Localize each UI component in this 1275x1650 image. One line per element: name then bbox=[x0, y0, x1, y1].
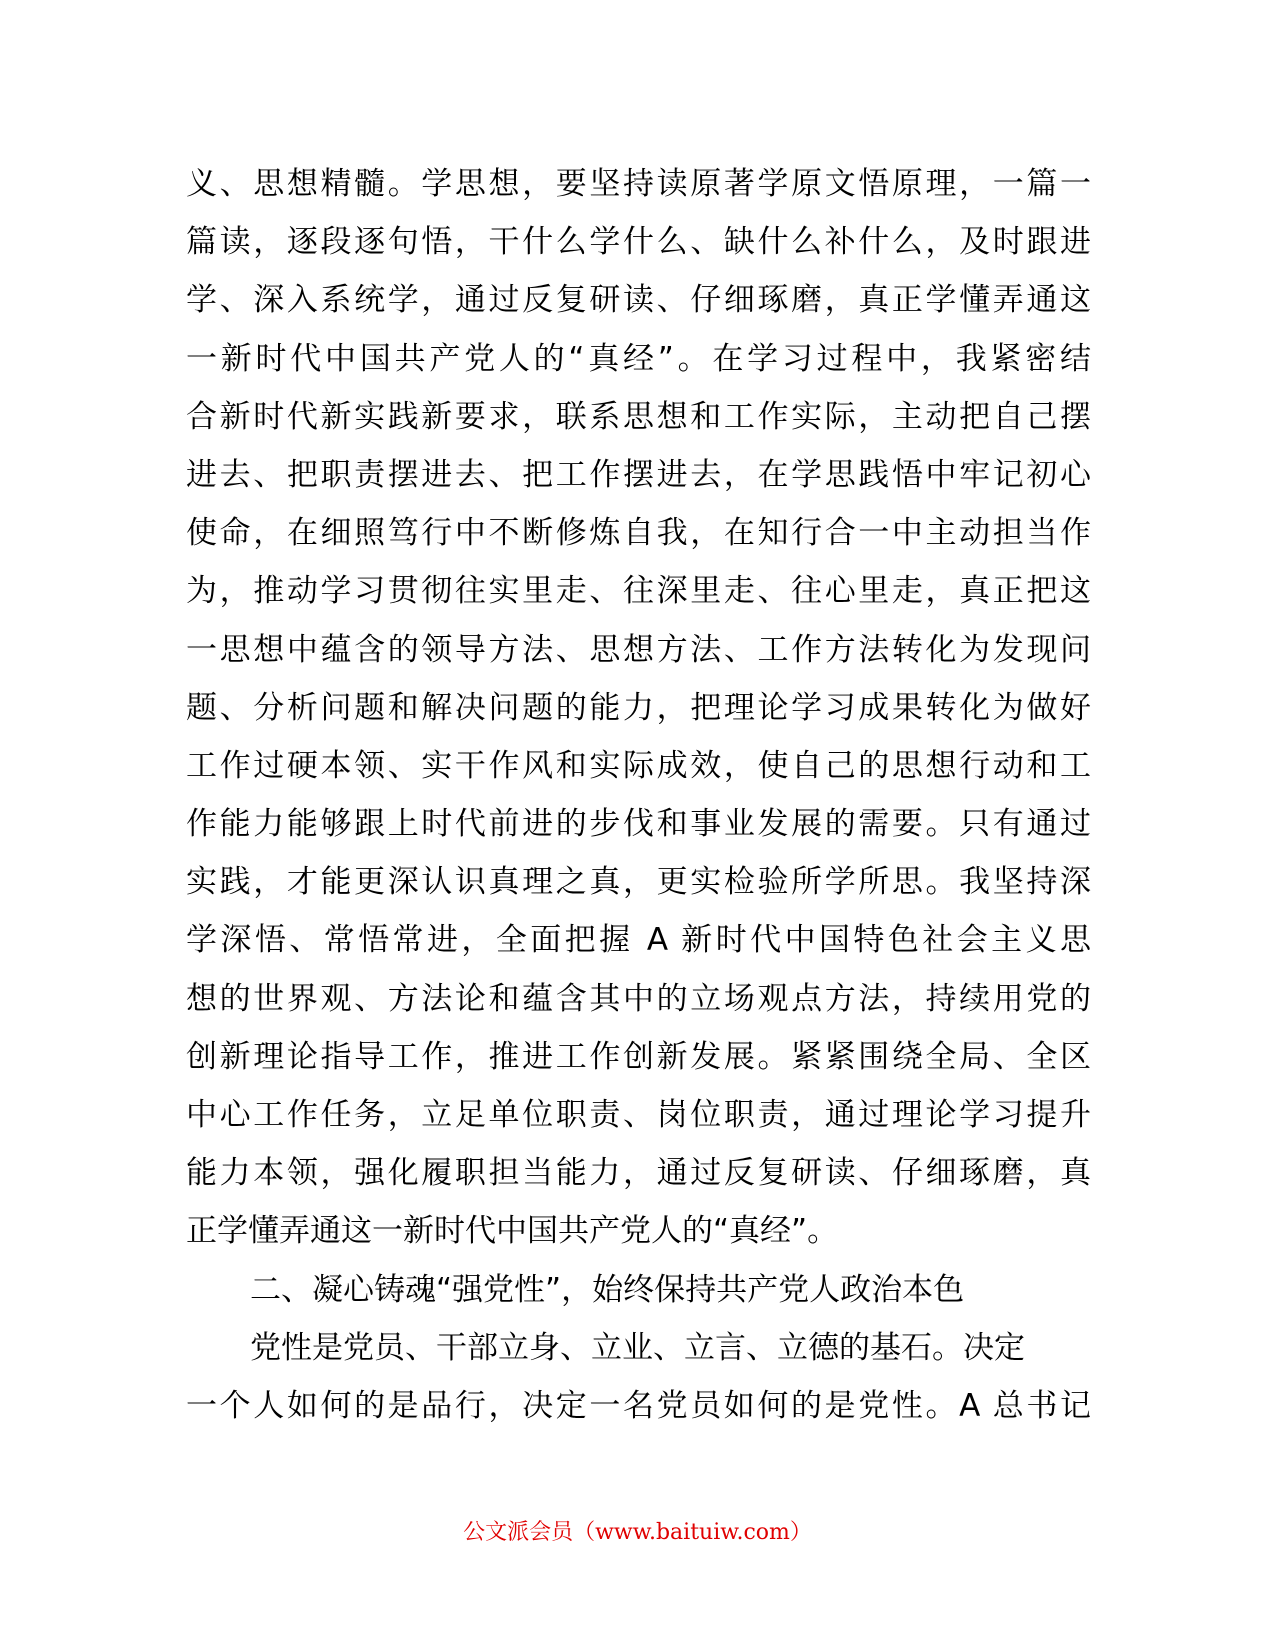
paragraph-line: 党性是党员、干部立身、立业、立言、立德的基石。决定 bbox=[250, 1329, 1025, 1366]
body-line: 篇读，逐段逐句悟，干什么学什么、缺什么补什么，及时跟进 bbox=[186, 224, 1091, 261]
body-line: 学深悟、常悟常进，全面把握 A 新时代中国特色社会主义思 bbox=[186, 922, 1091, 959]
body-line: 学、深入系统学，通过反复研读、仔细琢磨，真正学懂弄通这 bbox=[186, 282, 1091, 319]
body-line: 义、思想精髓。学思想，要坚持读原著学原文悟原理，一篇一 bbox=[186, 166, 1091, 202]
footer-watermark: 公文派会员（www.baituiw.com） bbox=[463, 1520, 812, 1545]
body-line: 能力本领，强化履职担当能力，通过反复研读、仔细琢磨，真 bbox=[186, 1155, 1091, 1192]
body-line: 进去、把职责摆进去、把工作摆进去，在学思践悟中牢记初心 bbox=[186, 456, 1091, 493]
body-line: 中心工作任务，立足单位职责、岗位职责，通过理论学习提升 bbox=[186, 1097, 1091, 1133]
body-line: 创新理论指导工作，推进工作创新发展。紧紧围绕全局、全区 bbox=[186, 1038, 1091, 1075]
body-line: 作能力能够跟上时代前进的步伐和事业发展的需要。只有通过 bbox=[186, 806, 1091, 843]
body-line: 工作过硬本领、实干作风和实际成效，使自己的思想行动和工 bbox=[186, 747, 1091, 784]
section-heading: 二、凝心铸魂“强党性”，始终保持共产党人政治本色 bbox=[250, 1271, 965, 1308]
body-line: 一新时代中国共产党人的“真经”。在学习过程中，我紧密结 bbox=[186, 340, 1091, 377]
body-line: 一思想中蕴含的领导方法、思想方法、工作方法转化为发现问 bbox=[186, 631, 1091, 668]
body-line: 使命，在细照笃行中不断修炼自我，在知行合一中主动担当作 bbox=[186, 515, 1091, 552]
body-line: 实践，才能更深认识真理之真，更实检验所学所思。我坚持深 bbox=[186, 864, 1091, 901]
body-line: 题、分析问题和解决问题的能力，把理论学习成果转化为做好 bbox=[186, 689, 1091, 726]
paragraph-line: 一个人如何的是品行，决定一名党员如何的是党性。A 总书记 bbox=[186, 1387, 1091, 1424]
body-line: 想的世界观、方法论和蕴含其中的立场观点方法，持续用党的 bbox=[186, 980, 1091, 1017]
body-line: 正学懂弄通这一新时代中国共产党人的“真经”。 bbox=[186, 1213, 839, 1250]
body-line: 为，推动学习贯彻往实里走、往深里走、往心里走，真正把这 bbox=[186, 573, 1091, 610]
body-line: 合新时代新实践新要求，联系思想和工作实际，主动把自己摆 bbox=[186, 398, 1091, 435]
document-body bbox=[186, 155, 1091, 1435]
